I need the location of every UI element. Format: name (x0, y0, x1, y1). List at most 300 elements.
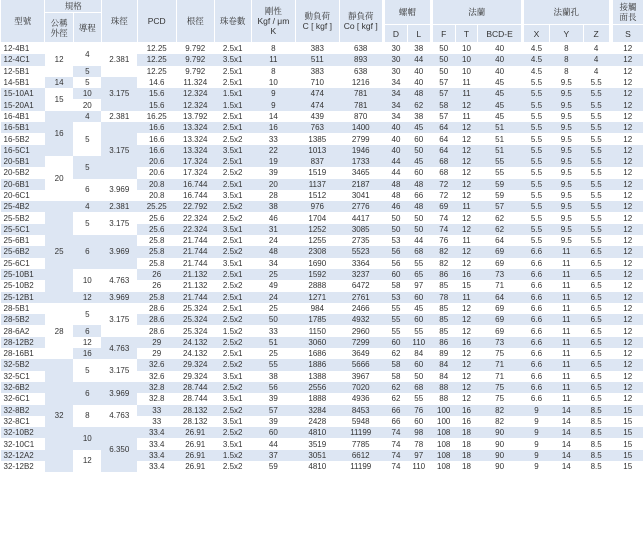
static-load-cell: 2799 (351, 134, 370, 144)
root-dia-cell: 24.132 (183, 349, 208, 359)
contact-s-cell: 12 (612, 122, 643, 133)
contact-s-cell: 12 (623, 66, 633, 76)
hole-y-cell: 14 (549, 405, 583, 416)
contact-s-cell: 12 (612, 201, 643, 212)
contact-s-cell: 12 (612, 156, 643, 167)
hole-z-cell: 5.5 (583, 99, 609, 110)
hole-z-cell: 8.5 (583, 450, 609, 461)
flange-bcd-cell: 82 (478, 405, 521, 416)
static-load-cell: 638 (354, 66, 368, 76)
hole-x-cell: 9 (534, 462, 539, 472)
root-dia-cell: 26.91 (185, 439, 206, 449)
pcd-cell: 33.4 (148, 462, 165, 472)
nut-l-cell: 50 (414, 213, 424, 223)
contact-s-cell: 15 (623, 416, 633, 426)
hole-x-cell: 5.5 (530, 78, 543, 88)
hole-x-cell: 9 (534, 439, 539, 449)
contact-s-cell: 12 (623, 236, 633, 246)
flange-f-cell: 72 (439, 191, 449, 200)
flange-bcd-cell: 75 (495, 394, 505, 404)
hole-y-cell: 11 (562, 394, 571, 404)
flange-bcd-cell: 51 (478, 145, 521, 156)
lead-cell: 5 (73, 122, 101, 156)
hole-z-cell: 6.5 (583, 246, 609, 257)
nut-d-cell: 30 (391, 66, 401, 76)
nut-d-cell: 50 (391, 213, 401, 223)
nut-d-cell: 58 (391, 281, 401, 291)
rigidity-cell: 11 (251, 54, 295, 65)
hole-y-cell: 9.5 (560, 236, 572, 246)
model-cell: 25-5B2 (3, 213, 30, 223)
hole-z-cell: 5.5 (583, 179, 609, 190)
flange-t-cell: 16 (455, 337, 478, 348)
dynamic-load-cell: 710 (310, 78, 324, 88)
hole-z-cell: 5.5 (590, 236, 602, 246)
nut-l-cell: 110 (407, 337, 430, 348)
circuits-cell: 3.5x1 (214, 224, 251, 235)
pcd-cell: 16.25 (146, 111, 167, 121)
ball-dia-cell: 3.175 (101, 77, 137, 111)
rigidity-cell: 19 (251, 156, 295, 167)
flange-bcd-cell: 90 (495, 462, 505, 472)
dynamic-load-cell: 1519 (308, 168, 327, 178)
circuits-cell: 1.5x1 (214, 88, 251, 99)
root-dia-cell: 12.324 (176, 88, 214, 99)
header-rigidity: 剛性 Kgf / μm K (251, 0, 295, 43)
hole-z-cell: 6.5 (583, 292, 609, 303)
flange-t-cell: 11 (455, 88, 478, 99)
dynamic-load-cell: 3284 (296, 405, 339, 416)
flange-t-cell: 12 (455, 179, 478, 190)
hole-x-cell: 4.5 (523, 54, 549, 65)
hole-x-cell: 5.5 (530, 213, 543, 223)
dynamic-load-cell: 511 (296, 54, 339, 65)
nut-l-cell: 48 (407, 201, 430, 212)
hole-x-cell: 5.5 (530, 236, 543, 246)
flange-t-cell: 18 (462, 439, 471, 449)
nominal-dia-cell: 32 (45, 359, 73, 472)
static-load-cell: 893 (339, 54, 382, 65)
flange-f-cell: 89 (439, 349, 449, 359)
rigidity-cell: 39 (268, 168, 278, 178)
root-dia-cell: 13.324 (183, 134, 208, 144)
hole-y-cell: 9.5 (560, 168, 572, 178)
circuits-cell: 2.5x2 (214, 314, 251, 325)
nut-d-cell: 34 (385, 88, 408, 99)
nut-d-cell: 44 (391, 168, 401, 178)
pcd-cell: 25.6 (148, 213, 165, 223)
hole-z-cell: 8.5 (590, 439, 602, 449)
flange-t-cell: 12 (462, 191, 471, 200)
table-row (1, 359, 643, 370)
flange-t-cell: 11 (455, 201, 478, 212)
dynamic-load-cell: 1704 (308, 213, 327, 223)
flange-t-cell: 11 (455, 292, 478, 303)
lead-cell: 8 (73, 405, 101, 428)
static-load-cell: 3085 (339, 224, 382, 235)
pcd-cell: 16.6 (148, 134, 165, 144)
flange-f-cell: 85 (439, 326, 449, 336)
hole-y-cell: 9.5 (549, 122, 583, 133)
hole-z-cell: 8.5 (590, 416, 602, 426)
contact-s-cell: 12 (612, 224, 643, 235)
flange-bcd-cell: 71 (495, 371, 505, 381)
nut-l-cell: 38 (414, 44, 424, 54)
model-cell: 32-10B2 (1, 427, 45, 438)
lead-cell: 12 (73, 292, 101, 303)
nut-l-cell: 50 (407, 224, 430, 235)
flange-f-cell: 86 (432, 337, 455, 348)
dynamic-load-cell: 4810 (308, 462, 327, 472)
pcd-cell: 20.6 (148, 168, 165, 178)
pcd-cell: 32.8 (137, 382, 176, 393)
contact-s-cell: 12 (623, 111, 633, 121)
dynamic-load-cell: 763 (296, 122, 339, 133)
root-dia-cell: 9.792 (176, 54, 214, 65)
rigidity-cell: 55 (251, 359, 295, 370)
pcd-cell: 32.8 (148, 394, 165, 404)
root-dia-cell: 28.744 (183, 394, 208, 404)
contact-s-cell: 12 (612, 246, 643, 257)
model-cell: 25-10B1 (1, 269, 45, 280)
nut-l-cell: 55 (414, 326, 424, 336)
flange-bcd-cell: 55 (478, 156, 521, 167)
hole-y-cell: 11 (562, 258, 571, 268)
nut-d-cell: 50 (385, 224, 408, 235)
circuits-cell: 2.5x2 (222, 281, 243, 291)
hole-y-cell: 11 (549, 269, 583, 280)
dynamic-load-cell: 1137 (296, 179, 339, 190)
hole-y-cell: 11 (549, 246, 583, 257)
nut-l-cell: 44 (407, 54, 430, 65)
pcd-cell: 26 (137, 269, 176, 280)
hole-z-cell: 8.5 (590, 462, 602, 472)
flange-f-cell: 69 (432, 201, 455, 212)
circuits-cell: 2.5x1 (222, 303, 243, 313)
static-load-cell: 5948 (351, 416, 370, 426)
rigidity-cell: 59 (268, 462, 278, 472)
nut-d-cell: 55 (391, 326, 401, 336)
table-row (1, 382, 643, 393)
rigidity-cell: 33 (268, 134, 278, 144)
rigidity-cell: 16 (251, 122, 295, 133)
static-load-cell: 3041 (351, 191, 370, 200)
model-cell: 25-5C1 (1, 224, 45, 235)
root-dia-cell: 25.324 (183, 303, 208, 313)
root-dia-cell: 21.744 (183, 258, 208, 268)
flange-t-cell: 18 (455, 427, 478, 438)
nut-d-cell: 66 (391, 416, 401, 426)
nut-d-cell: 40 (391, 134, 401, 144)
lead-cell: 4 (73, 43, 101, 66)
rigidity-cell: 44 (268, 439, 278, 449)
root-dia-cell: 29.324 (183, 371, 208, 381)
nut-l-cell: 78 (414, 439, 424, 449)
lead-cell: 6 (73, 235, 101, 269)
contact-s-cell: 12 (612, 54, 643, 65)
circuits-cell: 3.5x1 (222, 258, 243, 268)
nut-l-cell: 40 (414, 66, 424, 76)
flange-f-cell: 58 (432, 99, 455, 110)
circuits-cell: 2.5x1 (214, 156, 251, 167)
model-cell: 32-6B2 (1, 382, 45, 393)
circuits-cell: 3.5x1 (214, 54, 251, 65)
rigidity-cell: 9 (251, 88, 295, 99)
dynamic-load-cell: 1888 (308, 394, 327, 404)
hole-y-cell: 9.5 (549, 88, 583, 99)
lead-cell: 5 (73, 77, 101, 88)
hole-x-cell: 5.5 (523, 156, 549, 167)
contact-s-cell: 12 (623, 394, 633, 404)
nut-d-cell: 74 (385, 427, 408, 438)
hole-z-cell: 5.5 (590, 168, 602, 178)
flange-f-cell: 50 (439, 44, 449, 54)
rigidity-cell: 56 (251, 382, 295, 393)
flange-bcd-cell: 40 (495, 44, 505, 54)
hole-z-cell: 5.5 (590, 134, 602, 144)
ball-dia-cell: 2.381 (101, 111, 137, 122)
circuits-cell: 2.5x1 (222, 66, 243, 76)
flange-t-cell: 12 (455, 246, 478, 257)
dynamic-load-cell: 837 (296, 156, 339, 167)
nut-d-cell: 34 (391, 111, 401, 121)
root-dia-cell: 21.132 (183, 281, 208, 291)
nut-l-cell: 50 (407, 145, 430, 156)
flange-f-cell: 108 (437, 439, 451, 449)
flange-t-cell: 12 (455, 314, 478, 325)
dynamic-load-cell: 3060 (296, 337, 339, 348)
flange-bcd-cell: 73 (478, 337, 521, 348)
hole-y-cell: 14 (549, 450, 583, 461)
ball-dia-cell: 3.969 (101, 235, 137, 269)
static-load-cell: 3649 (351, 349, 370, 359)
pcd-cell: 25.8 (148, 258, 165, 268)
root-dia-cell: 12.324 (176, 99, 214, 110)
static-load-cell: 7020 (339, 382, 382, 393)
flange-f-cell: 57 (439, 78, 449, 88)
rigidity-cell: 8 (271, 44, 276, 54)
nut-d-cell: 30 (385, 54, 408, 65)
dynamic-load-cell: 1255 (308, 236, 327, 246)
flange-bcd-cell: 51 (478, 122, 521, 133)
dynamic-load-cell: 1686 (308, 349, 327, 359)
hole-z-cell: 8.5 (583, 427, 609, 438)
static-load-cell: 4417 (351, 213, 370, 223)
hole-z-cell: 4 (593, 44, 599, 54)
static-load-cell: 2776 (339, 201, 382, 212)
static-load-cell: 2466 (351, 303, 370, 313)
nominal-dia-cell: 28 (45, 303, 73, 359)
root-dia-cell: 21.744 (183, 236, 208, 246)
lead-cell: 20 (73, 99, 101, 110)
header-flange-f: F (432, 25, 455, 43)
nut-l-cell: 55 (414, 258, 424, 268)
flange-bcd-cell: 64 (478, 292, 521, 303)
pcd-cell: 16.6 (137, 122, 176, 133)
header-hole-y: Y (549, 25, 583, 43)
hole-x-cell: 5.5 (523, 122, 549, 133)
flange-f-cell: 85 (439, 281, 449, 291)
hole-x-cell: 9 (523, 450, 549, 461)
hole-x-cell: 5.5 (523, 224, 549, 235)
static-load-cell: 2761 (339, 292, 382, 303)
rigidity-cell: 46 (268, 213, 278, 223)
hole-z-cell: 6.5 (590, 349, 602, 359)
nut-l-cell: 40 (414, 78, 424, 88)
dynamic-load-cell: 474 (296, 88, 339, 99)
pcd-cell: 20.8 (137, 179, 176, 190)
static-load-cell: 11199 (350, 462, 372, 472)
model-cell: 12-4C1 (1, 54, 45, 65)
nut-d-cell: 48 (385, 179, 408, 190)
flange-f-cell: 108 (437, 462, 451, 472)
flange-t-cell: 10 (455, 54, 478, 65)
contact-s-cell: 15 (612, 405, 643, 416)
pcd-cell: 33.4 (137, 427, 176, 438)
lead-cell: 10 (73, 427, 101, 450)
hole-x-cell: 4.5 (530, 66, 543, 76)
nut-d-cell: 66 (385, 405, 408, 416)
table-row (1, 269, 643, 280)
rigidity-cell: 14 (268, 111, 278, 121)
hole-x-cell: 5.5 (523, 88, 549, 99)
static-load-cell: 8453 (339, 405, 382, 416)
ball-dia-cell: 3.175 (101, 303, 137, 337)
flange-t-cell: 12 (462, 326, 471, 336)
hole-x-cell: 5.5 (530, 168, 543, 178)
flange-bcd-cell: 71 (495, 281, 505, 291)
hole-z-cell: 6.5 (583, 359, 609, 370)
nut-d-cell: 48 (391, 191, 401, 200)
root-dia-cell: 25.324 (176, 314, 214, 325)
table-row (1, 201, 643, 212)
table-row (1, 122, 643, 133)
model-cell: 28-5B2 (1, 314, 45, 325)
pcd-cell: 15.6 (137, 88, 176, 99)
hole-y-cell: 9.5 (560, 191, 572, 200)
nut-d-cell: 74 (385, 450, 408, 461)
flange-f-cell: 88 (439, 394, 449, 404)
rigidity-cell: 49 (268, 281, 278, 291)
dynamic-load-cell: 1886 (296, 359, 339, 370)
model-cell: 15-10A1 (1, 88, 45, 99)
model-cell: 28-5B1 (3, 303, 30, 313)
static-load-cell: 2735 (351, 236, 370, 246)
pcd-cell: 25.25 (137, 201, 176, 212)
nut-d-cell: 74 (391, 439, 401, 449)
root-dia-cell: 22.324 (183, 213, 208, 223)
circuits-cell: 1.5x1 (214, 99, 251, 110)
root-dia-cell: 17.324 (176, 156, 214, 167)
flange-bcd-cell: 59 (478, 179, 521, 190)
flange-bcd-cell: 75 (478, 382, 521, 393)
rigidity-cell: 57 (251, 405, 295, 416)
nut-l-cell: 60 (407, 314, 430, 325)
static-load-cell: 638 (354, 44, 368, 54)
nut-l-cell: 50 (414, 371, 424, 381)
flange-f-cell: 76 (439, 236, 449, 246)
flange-f-cell: 108 (432, 450, 455, 461)
nut-l-cell: 45 (407, 156, 430, 167)
hole-x-cell: 6.6 (530, 394, 543, 404)
hole-z-cell: 4 (583, 54, 609, 65)
hole-y-cell: 11 (549, 382, 583, 393)
circuits-cell: 2.5x2 (222, 462, 243, 472)
flange-bcd-cell: 69 (495, 258, 505, 268)
model-cell: 16-5B2 (3, 134, 30, 144)
flange-bcd-cell: 90 (478, 427, 521, 438)
contact-s-cell: 12 (612, 88, 643, 99)
hole-y-cell: 11 (562, 349, 571, 359)
dynamic-load-cell: 2428 (308, 416, 327, 426)
nut-l-cell: 68 (407, 246, 430, 257)
hole-x-cell: 6.6 (530, 303, 543, 313)
rigidity-cell: 25 (268, 349, 278, 359)
ball-dia-cell: 4.763 (101, 405, 137, 428)
model-cell: 32-5B2 (1, 359, 45, 370)
rigidity-cell: 39 (268, 416, 278, 426)
nut-d-cell: 44 (385, 156, 408, 167)
hole-z-cell: 8.5 (583, 405, 609, 416)
header-flange-t: T (455, 25, 478, 43)
pcd-cell: 33 (152, 416, 162, 426)
nominal-dia-cell: 12 (45, 43, 73, 77)
pcd-cell: 33 (137, 405, 176, 416)
nut-d-cell: 40 (385, 145, 408, 156)
flange-bcd-cell: 69 (495, 303, 505, 313)
static-load-cell: 1946 (339, 145, 382, 156)
flange-f-cell: 68 (439, 168, 449, 178)
table-row (1, 325, 643, 336)
table-row (1, 303, 643, 314)
nut-l-cell: 60 (407, 292, 430, 303)
flange-t-cell: 16 (455, 405, 478, 416)
table-row (1, 337, 643, 348)
flange-bcd-cell: 69 (478, 314, 521, 325)
header-circuits: 珠卷數 (214, 0, 251, 43)
pcd-cell: 33.4 (148, 439, 165, 449)
rigidity-cell: 34 (268, 258, 278, 268)
pcd-cell: 32.6 (137, 359, 176, 370)
flange-bcd-cell: 90 (478, 450, 521, 461)
dynamic-load-cell: 3519 (308, 439, 327, 449)
nut-d-cell: 53 (391, 236, 401, 246)
lead-cell: 5 (73, 212, 101, 235)
circuits-cell: 3.5x1 (222, 394, 243, 404)
contact-s-cell: 12 (623, 371, 633, 381)
hole-x-cell: 6.6 (523, 337, 549, 348)
flange-bcd-cell: 69 (478, 246, 521, 257)
flange-f-cell: 82 (432, 246, 455, 257)
hole-x-cell: 6.6 (530, 258, 543, 268)
flange-t-cell: 11 (462, 111, 471, 121)
nut-d-cell: 58 (385, 359, 408, 370)
root-dia-cell: 13.324 (176, 145, 214, 156)
static-load-cell: 4932 (339, 314, 382, 325)
flange-f-cell: 64 (439, 134, 449, 144)
contact-s-cell: 15 (612, 427, 643, 438)
ball-dia-cell: 3.969 (101, 382, 137, 405)
static-load-cell: 870 (354, 111, 368, 121)
rigidity-cell: 24 (268, 236, 278, 246)
hole-y-cell: 9.5 (560, 111, 572, 121)
rigidity-cell: 10 (268, 78, 278, 88)
ball-dia-cell: 4.763 (101, 269, 137, 292)
model-cell: 20-6B1 (1, 179, 45, 190)
contact-s-cell: 12 (623, 134, 633, 144)
flange-f-cell: 72 (432, 179, 455, 190)
nominal-dia-cell: 25 (45, 201, 73, 303)
